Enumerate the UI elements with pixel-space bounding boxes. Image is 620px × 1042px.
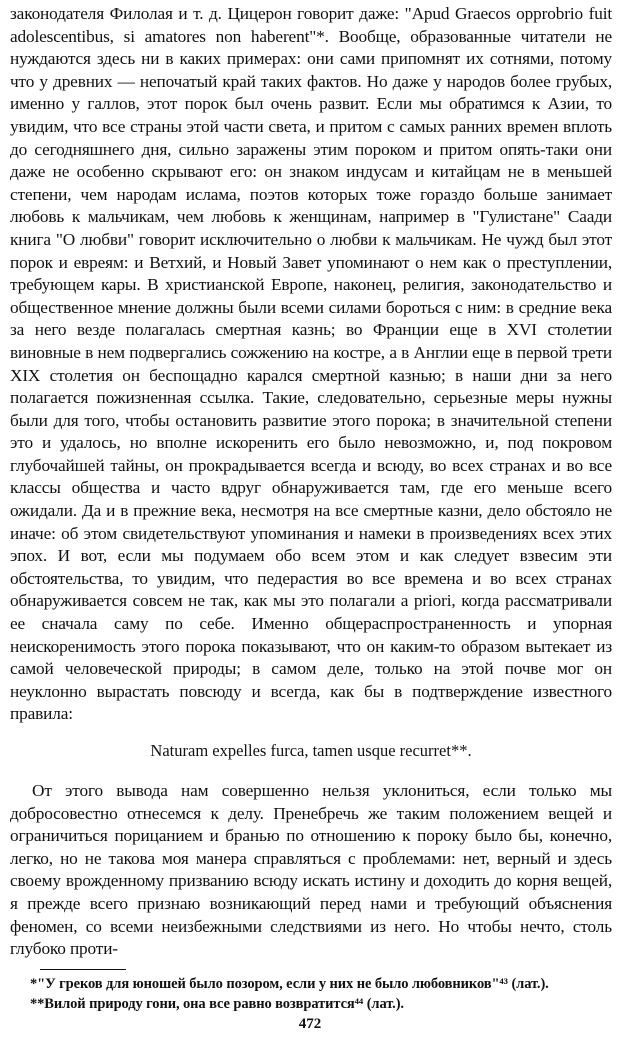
footnote: *"У греков для юношей было позором, если у них не было любовников"⁴³ (лат.).: [30, 975, 549, 992]
paragraph: От этого вывода нам совершенно нельзя уклониться, если только мы добросовестно отнесемся к делу. Пренебречь же таким положением вещей и ограничиться порицанием и бранью по отношению к пороку было бы, конечно, легко, но не такова моя манера справляться с проблемами: нет, верный и здесь своему врожденному призванию всюду искать истину и доходить до корня вещей, я прежде всего признаю возникающий перед нами и требующий объяснения феномен, со всеми неизбежными следствиями из него. Но чтобы нечто, столь глубоко проти-: [10, 781, 612, 959]
footnotes: [10, 974, 612, 1014]
footnote-divider: [40, 969, 126, 970]
footnote: **Вилой природу гони, она все равно возвратится⁴⁴ (лат.).: [30, 995, 404, 1012]
page-number: 472: [298, 1016, 322, 1032]
paragraph: законодателя Филолая и т. д. Цицерон говорит даже: "Apud Graecos opprobrio fuit adolescentibus, si amatores non haberent"*. Вообще, образованные читатели не нуждаются здесь ни в каких примерах: они сами припомнят их сотнями, потому что у древних — непочатый край таких фактов. Но даже у народов более грубых, именно у галлов, этот порок был очень развит. Если мы обратимся к Азии, то увидим, что все страны этой части света, и притом с самых ранних времен вплоть до сегодняшнего дня, сильно заражены этим пороком и притом опять-таки они даже не особенно скрывают его: он знаком индусам и китайцам не в меньшей степени, чем народам ислама, поэтов которых тоже гораздо больше занимает любовь к мальчикам, чем любовь к женщинам, например в "Гулистане" Саади книга "О любви" говорит исключительно о любви к мальчикам. Не чужд был этот порок и евреям: и Ветхий, и Новый Завет упоминают о нем как о преступлении, требующем кары. В христианской Европе, наконец, религия, законодательство и общественное мнение должны были всеми силами бороться с ним: в средние века за него везде полагалась смертная казнь; во Франции еще в XVI столетии виновные в нем подвергались сожжению на костре, а в Англии еще в первой трети XIX столетия он беспощадно карался смертной казнью; в наши дни за него полагается пожизненная ссылка. Такие, следовательно, серьезные меры нужны были для того, чтобы остановить развитие этого порока; в значительной степени это и удалось, но вполне искоренить его было невозможно, и, под покровом глубочайшей тайны, он прокрадывается всегда и всюду, во всех странах и во все классы общества и часто вдруг обнаруживается там, где его меньше всего ожидали. Да и в прежние века, несмотря на все смертные казни, дело обстояло не иначе: об этом свидетельствуют упоминания и намеки в произведениях всех этих эпох. И вот, если мы подумаем обо всем этом и как следует взвесим эти обстоятельства, то увидим, что педерастия во все времена и во всех странах обнаруживается совсем не так, как мы это полагали a priori, когда рассматривали ее сначала саму по себе. Именно общераспространенность и упорная неискоренимость этого порока показывают, что он каким-то образом вытекает из самой человеческой природы; в самом деле, только на этой почве мог он неуклонно вырастать повсюду и всегда, как бы в подтверждение известного правила:: [10, 4, 612, 724]
body-text: [10, 3, 612, 961]
latin-quote: Naturam expelles furca, tamen usque recurret**.: [150, 741, 472, 760]
